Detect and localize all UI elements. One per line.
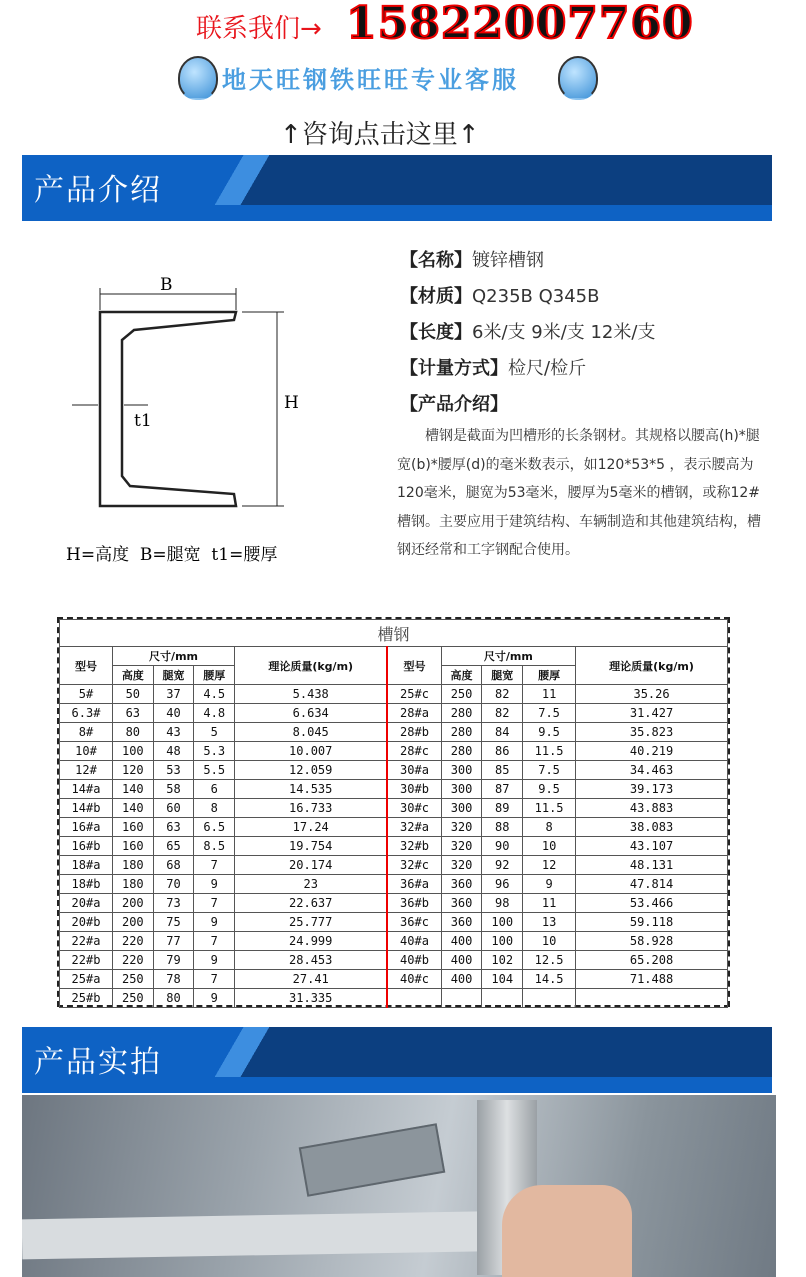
table-cell: 20#b [60,913,113,932]
table-cell: 89 [482,799,523,818]
table-cell: 6.5 [194,818,235,837]
consult-link[interactable]: ↑咨询点击这里↑ [280,120,480,150]
table-cell: 10 [523,932,576,951]
table-cell: 80 [153,989,194,1008]
table-row [60,723,728,742]
section-title: 产品实拍 [34,1045,162,1080]
table-cell: 12.5 [523,951,576,970]
col-model: 型号 [60,647,113,685]
table-cell: 28.453 [235,951,388,970]
table-cell: 320 [441,837,482,856]
col-thickness: 腰厚 [523,666,576,685]
table-row [60,799,728,818]
table-cell: 250 [112,970,153,989]
product-length: 【长度】6米/支 9米/支 12米/支 [400,322,656,343]
customer-service-link[interactable]: 地天旺钢铁旺旺专业客服 [222,66,519,94]
table-cell: 30#b [387,780,441,799]
table-row [60,913,728,932]
table-cell: 250 [112,989,153,1008]
table-cell: 28#c [387,742,441,761]
table-row [60,837,728,856]
table-cell: 34.463 [576,761,728,780]
table-cell: 5.3 [194,742,235,761]
table-cell: 104 [482,970,523,989]
table-cell: 23 [235,875,388,894]
table-cell: 32#a [387,818,441,837]
table-cell: 140 [112,799,153,818]
table-cell: 38.083 [576,818,728,837]
col-weight: 理论质量(kg/m) [576,647,728,685]
table-cell: 20.174 [235,856,388,875]
table-cell: 250 [441,685,482,704]
table-row [60,742,728,761]
table-cell: 40#c [387,970,441,989]
table-cell: 40.219 [576,742,728,761]
table-cell: 14#a [60,780,113,799]
table-cell: 16#a [60,818,113,837]
table-cell: 400 [441,932,482,951]
table-cell: 8.045 [235,723,388,742]
table-cell: 39.173 [576,780,728,799]
table-cell: 58 [153,780,194,799]
table-cell: 11.5 [523,799,576,818]
table-cell: 140 [112,780,153,799]
diagram-legend: H=高度 B=腿宽 t1=腰厚 [66,545,278,565]
table-row [60,761,728,780]
table-cell: 31.335 [235,989,388,1008]
table-cell: 320 [441,856,482,875]
table-cell: 9.5 [523,723,576,742]
product-material: 【材质】Q235B Q345B [400,286,600,307]
table-cell: 98 [482,894,523,913]
table-cell: 22.637 [235,894,388,913]
table-cell: 58.928 [576,932,728,951]
table-cell: 30#a [387,761,441,780]
table-cell [441,989,482,1008]
table-cell: 48.131 [576,856,728,875]
table-cell: 300 [441,761,482,780]
table-cell: 25.777 [235,913,388,932]
table-cell: 84 [482,723,523,742]
table-cell: 60 [153,799,194,818]
label-t1: t1 [134,411,152,431]
caliper-image [299,1123,446,1197]
table-cell: 63 [153,818,194,837]
table-cell: 36#b [387,894,441,913]
table-cell: 400 [441,951,482,970]
table-cell: 102 [482,951,523,970]
table-cell: 180 [112,856,153,875]
ruler-image [22,1211,522,1260]
table-cell: 8 [523,818,576,837]
table-cell: 30#c [387,799,441,818]
table-cell: 220 [112,951,153,970]
table-cell: 14#b [60,799,113,818]
table-cell: 28#b [387,723,441,742]
table-cell: 18#b [60,875,113,894]
table-cell: 13 [523,913,576,932]
table-cell: 37 [153,685,194,704]
table-cell: 82 [482,704,523,723]
table-row [60,780,728,799]
table-cell: 70 [153,875,194,894]
table-cell: 47.814 [576,875,728,894]
product-photo [22,1095,776,1277]
table-cell: 11 [523,685,576,704]
table-cell: 53 [153,761,194,780]
table-cell: 65.208 [576,951,728,970]
col-width: 腿宽 [153,666,194,685]
table-cell: 20#a [60,894,113,913]
table-cell: 7 [194,970,235,989]
table-cell: 100 [482,932,523,951]
table-cell: 280 [441,742,482,761]
table-cell: 19.754 [235,837,388,856]
table-cell: 16#b [60,837,113,856]
section-banner-intro [22,155,772,221]
table-cell: 12# [60,761,113,780]
table-cell: 180 [112,875,153,894]
table-row [60,685,728,704]
table-cell: 75 [153,913,194,932]
table-cell: 10 [523,837,576,856]
table-cell: 280 [441,704,482,723]
table-cell: 160 [112,837,153,856]
table-cell: 71.488 [576,970,728,989]
table-cell: 86 [482,742,523,761]
table-cell: 79 [153,951,194,970]
table-row [60,970,728,989]
label-h: H [284,393,299,413]
table-cell: 280 [441,723,482,742]
table-title: 槽钢 [60,620,728,647]
table-cell: 32#b [387,837,441,856]
table-cell [523,989,576,1008]
table-cell: 40#b [387,951,441,970]
table-cell: 59.118 [576,913,728,932]
table-cell: 12.059 [235,761,388,780]
table-row [60,856,728,875]
table-cell: 14.5 [523,970,576,989]
table-cell: 35.26 [576,685,728,704]
table-cell: 25#b [60,989,113,1008]
table-cell: 40 [153,704,194,723]
table-cell: 10.007 [235,742,388,761]
table-cell: 360 [441,875,482,894]
table-row [60,951,728,970]
col-height: 高度 [441,666,482,685]
table-cell: 35.823 [576,723,728,742]
table-row [60,818,728,837]
table-cell: 5.438 [235,685,388,704]
table-cell: 27.41 [235,970,388,989]
table-cell: 87 [482,780,523,799]
table-cell: 24.999 [235,932,388,951]
hand-image [502,1185,632,1277]
table-cell: 100 [482,913,523,932]
table-row [60,894,728,913]
table-cell: 9 [194,913,235,932]
col-model: 型号 [387,647,441,685]
table-cell: 50 [112,685,153,704]
product-name: 【名称】镀锌槽钢 [400,250,544,271]
table-cell: 43.107 [576,837,728,856]
product-intro-text: 槽钢是截面为凹槽形的长条钢材。其规格以腰高(h)*腿宽(b)*腰厚(d)的毫米数表示，如120*53*5 ，表示腰高为120毫米，腿宽为53毫米，腰厚为5毫米的槽钢，或称12#槽钢。主要应用于建筑结构、车辆制造和其他建筑结构，槽钢还经常和工字钢配合使用。 [397,428,761,558]
table-cell: 82 [482,685,523,704]
table-row [60,932,728,951]
table-cell: 6 [194,780,235,799]
section-title: 产品介绍 [34,173,162,208]
table-cell: 200 [112,894,153,913]
table-row [60,704,728,723]
table-cell: 22#b [60,951,113,970]
table-cell: 9 [194,989,235,1008]
col-size: 尺寸/mm [112,647,234,666]
table-cell: 9 [194,951,235,970]
table-cell: 8 [194,799,235,818]
col-width: 腿宽 [482,666,523,685]
table-cell: 6.3# [60,704,113,723]
table-cell: 200 [112,913,153,932]
table-cell: 9 [194,875,235,894]
table-cell [482,989,523,1008]
table-cell: 32#c [387,856,441,875]
table-cell: 14.535 [235,780,388,799]
label-b: B [160,275,173,295]
table-cell: 48 [153,742,194,761]
col-weight: 理论质量(kg/m) [235,647,388,685]
table-cell: 77 [153,932,194,951]
table-cell: 4.5 [194,685,235,704]
table-cell: 88 [482,818,523,837]
table-cell: 320 [441,818,482,837]
table-cell: 18#a [60,856,113,875]
table-cell: 160 [112,818,153,837]
table-cell: 92 [482,856,523,875]
table-cell: 9.5 [523,780,576,799]
table-cell: 8.5 [194,837,235,856]
spec-table [57,617,730,1007]
table-cell: 360 [441,913,482,932]
table-cell: 28#a [387,704,441,723]
table-cell: 100 [112,742,153,761]
table-cell: 7 [194,932,235,951]
table-cell: 73 [153,894,194,913]
table-cell: 12 [523,856,576,875]
table-cell: 7.5 [523,761,576,780]
col-thickness: 腰厚 [194,666,235,685]
contact-label: 联系我们→ [196,14,322,44]
table-cell: 43 [153,723,194,742]
table-cell: 7.5 [523,704,576,723]
table-cell: 36#c [387,913,441,932]
table-cell: 5.5 [194,761,235,780]
phone-number[interactable]: 15822007760 [346,0,694,49]
table-cell: 17.24 [235,818,388,837]
table-cell: 4.8 [194,704,235,723]
table-cell: 11 [523,894,576,913]
table-cell: 63 [112,704,153,723]
table-row [60,875,728,894]
table-cell: 68 [153,856,194,875]
table-cell: 78 [153,970,194,989]
product-intro-heading: 【产品介绍】 [400,394,508,415]
channel-steel-diagram [22,230,380,590]
table-cell: 10# [60,742,113,761]
customer-service-icon[interactable] [558,56,598,100]
table-cell [387,989,441,1008]
table-cell: 5 [194,723,235,742]
col-height: 高度 [112,666,153,685]
product-measure: 【计量方式】检尺/检斤 [400,358,587,379]
table-cell: 90 [482,837,523,856]
table-cell: 22#a [60,932,113,951]
section-banner-photos [22,1027,772,1093]
table-cell: 9 [523,875,576,894]
table-row [60,989,728,1008]
table-cell: 360 [441,894,482,913]
table-cell [576,989,728,1008]
table-cell: 300 [441,799,482,818]
table-cell: 300 [441,780,482,799]
table-cell: 7 [194,856,235,875]
table-cell: 80 [112,723,153,742]
table-cell: 25#a [60,970,113,989]
table-cell: 40#a [387,932,441,951]
table-cell: 65 [153,837,194,856]
table-cell: 120 [112,761,153,780]
table-cell: 5# [60,685,113,704]
table-cell: 31.427 [576,704,728,723]
table-cell: 11.5 [523,742,576,761]
table-cell: 400 [441,970,482,989]
table-cell: 220 [112,932,153,951]
table-cell: 6.634 [235,704,388,723]
table-cell: 36#a [387,875,441,894]
col-size: 尺寸/mm [441,647,575,666]
table-cell: 96 [482,875,523,894]
table-cell: 16.733 [235,799,388,818]
table-cell: 25#c [387,685,441,704]
table-cell: 43.883 [576,799,728,818]
table-cell: 53.466 [576,894,728,913]
customer-service-icon[interactable] [178,56,218,100]
table-cell: 7 [194,894,235,913]
table-cell: 8# [60,723,113,742]
table-cell: 85 [482,761,523,780]
